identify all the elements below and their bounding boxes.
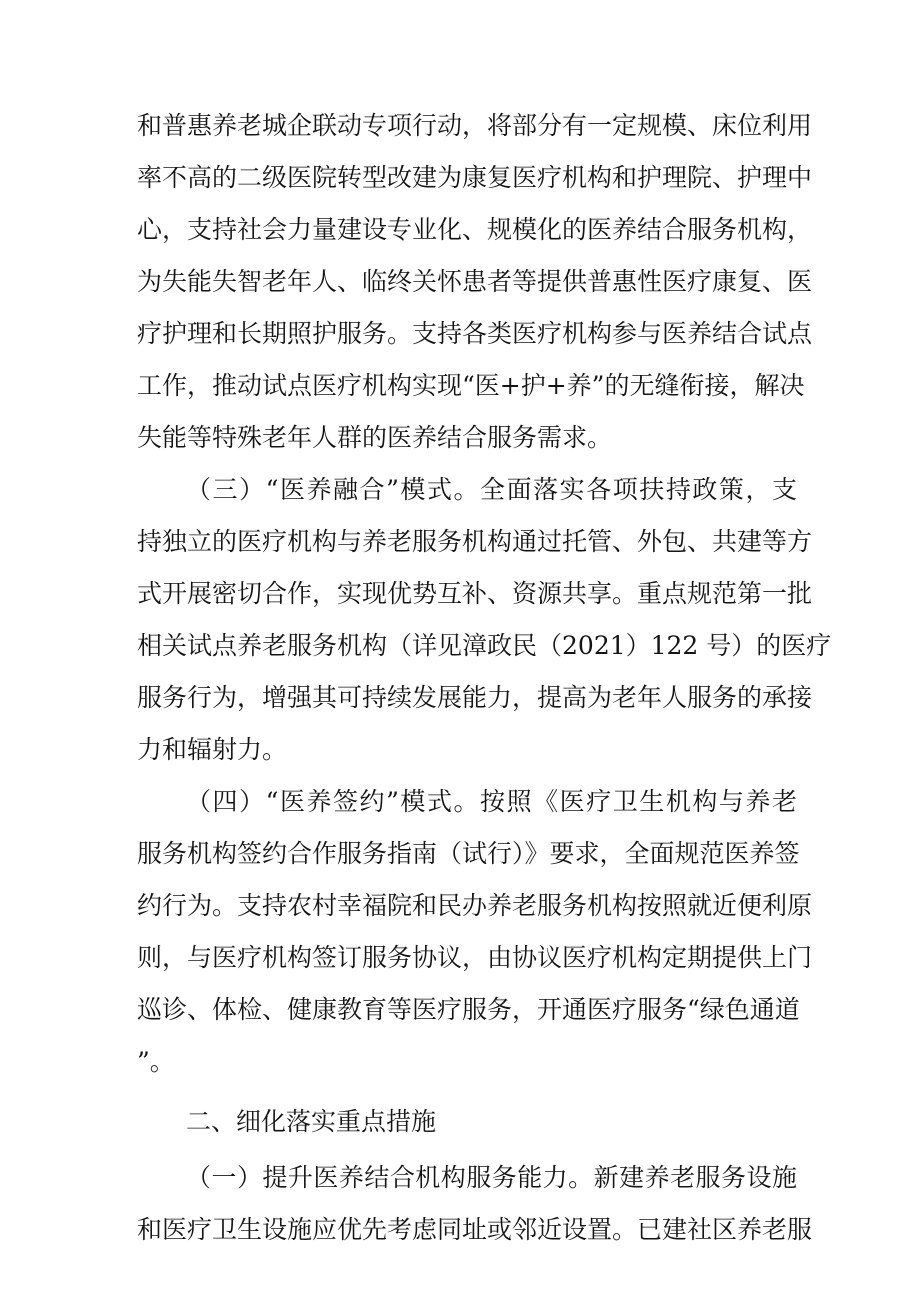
body-line-4: 为失能失智老年人、临终关怀患者等提供普惠性医疗康复、医 [137,267,813,296]
body-line-11: 相关试点养老服务机构（详见漳政民（2021）122 号）的医疗 [137,631,832,660]
body-line-16: 约行为。支持农村幸福院和民办养老服务机构按照就近便利原 [137,891,813,920]
body-line-15: 服务机构签约合作服务指南（试行）》要求，全面规范医养签 [137,839,800,868]
body-line-3: 心，支持社会力量建设专业化、规模化的医养结合服务机构， [137,215,813,244]
section-three-heading-line: （三）“医养融合”模式。全面落实各项扶持政策，支 [186,475,797,504]
body-line-18: 巡诊、体检、健康教育等医疗服务，开通医疗服务“绿色通道 [137,995,800,1024]
body-line-22: 和医疗卫生设施应优先考虑同址或邻近设置。已建社区养老服 [137,1215,813,1244]
body-line-17: 则，与医疗机构签订服务协议，由协议医疗机构定期提供上门 [137,943,813,972]
part-two-heading: 二、细化落实重点措施 [186,1107,437,1136]
body-line-19: ”。 [137,1047,175,1076]
section-four-heading-line: （四）“医养签约”模式。按照《医疗卫生机构与养老 [186,787,797,816]
body-line-12: 服务行为，增强其可持续发展能力，提高为老年人服务的承接 [137,683,813,712]
body-line-13: 力和辐射力。 [137,735,288,764]
body-line-9: 持独立的医疗机构与养老服务机构通过托管、外包、共建等方 [137,527,813,556]
body-line-7: 失能等特殊老年人群的医养结合服务需求。 [137,423,613,452]
body-line-2: 率不高的二级医院转型改建为康复医疗机构和护理院、护理中 [137,163,813,192]
body-line-5: 疗护理和长期照护服务。支持各类医疗机构参与医养结合试点 [137,319,813,348]
body-line-1: 和普惠养老城企联动专项行动，将部分有一定规模、床位利用 [137,111,813,140]
body-line-6: 工作，推动试点医疗机构实现“医+护+养”的无缝衔接，解决 [137,371,805,400]
body-line-10: 式开展密切合作，实现优势互补、资源共享。重点规范第一批 [137,579,813,608]
part-two-subheading-line: （一）提升医养结合机构服务能力。新建养老服务设施 [186,1163,797,1192]
